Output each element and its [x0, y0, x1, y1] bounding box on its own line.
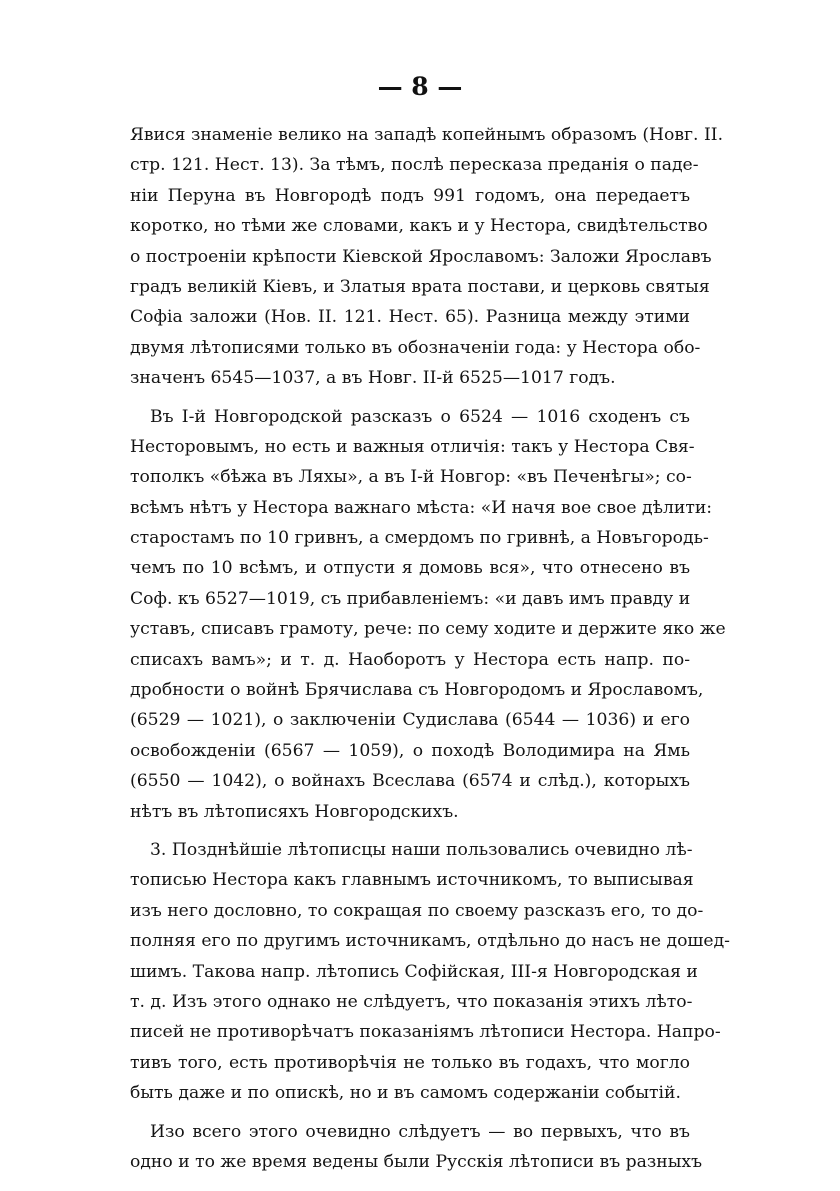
text-line: дробности о войнѣ Брячислава съ Новгородомъ и Ярославомъ, — [130, 680, 704, 701]
text-line: освобожденіи (6567 — 1059), о походѣ Володимира на Ямь — [130, 740, 690, 761]
text-line: нѣтъ въ лѣтописяхъ Новгородскихъ. — [130, 801, 459, 822]
text-line: Явися знаменіе велико на западѣ копейнымъ образомъ (Новг. II. — [130, 125, 724, 145]
text-line: градъ великій Кіевъ, и Златыя врата постави, и церковь святыя — [130, 276, 710, 297]
paragraph-3 — [130, 835, 730, 1109]
text-line: Софіа заложи (Нов. II. 121. Нест. 65). Разница между этими — [130, 307, 690, 328]
paragraph-gap — [130, 827, 690, 835]
paragraph-gap — [130, 1109, 690, 1117]
text-line: значенъ 6545—1037, а въ Новг. II-й 6525—1017 годъ. — [130, 368, 616, 389]
text-line: тописью Нестора какъ главнымъ источникомъ, то выписывая — [130, 870, 694, 891]
text-line: ніи Перуна въ Новгородѣ подъ 991 годомъ, она передаетъ — [130, 185, 690, 206]
text-line: о построеніи крѣпости Кіевской Ярославомъ: Заложи Ярославъ — [130, 246, 712, 267]
body-text — [130, 120, 730, 1177]
text-line: списахъ вамъ»; и т. д. Наоборотъ у Нестора есть напр. по- — [130, 649, 690, 670]
text-line: двумя лѣтописями только въ обозначеніи года: у Нестора обо- — [130, 337, 701, 358]
text-line: полняя его по другимъ источникамъ, отдѣльно до насъ не дошед- — [130, 931, 730, 952]
text-line: 3. Позднѣйшіе лѣтописцы наши пользовались очевидно лѣ- — [150, 839, 693, 860]
text-line: Несторовымъ, но есть и важныя отличія: такъ у Нестора Свя- — [130, 436, 695, 457]
text-line: всѣмъ нѣтъ у Нестора важнаго мѣста: «И начя вое свое дѣлити: — [130, 497, 713, 518]
text-line: писей не противорѣчатъ показаніямъ лѣтописи Нестора. Напро- — [130, 1022, 721, 1043]
text-line: старостамъ по 10 гривнъ, а смердомъ по гривнѣ, а Новъгородь- — [130, 528, 709, 549]
text-line: уставъ, списавъ грамоту, рече: по сему ходите и держите яко же — [130, 619, 726, 640]
text-line: т. д. Изъ этого однако не слѣдуетъ, что показанія этихъ лѣто- — [130, 991, 693, 1012]
text-line: (6529 — 1021), о заключеніи Судислава (6544 — 1036) и его — [130, 710, 690, 731]
paragraph-4 — [130, 1117, 703, 1178]
text-line: тивъ того, есть противорѣчія не только въ годахъ, что могло — [130, 1052, 690, 1073]
paragraph-gap — [130, 394, 690, 402]
text-line: коротко, но тѣми же словами, какъ и у Нестора, свидѣтельство — [130, 216, 708, 237]
paragraph-1 — [130, 120, 724, 394]
text-line: одно и то же время ведены были Русскія лѣтописи въ разныхъ — [130, 1151, 703, 1172]
text-line: Въ I-й Новгородской разсказъ о 6524 — 1016 сходенъ съ — [150, 406, 690, 427]
text-line: шимъ. Такова напр. лѣтопись Софійская, III-я Новгородская и — [130, 961, 698, 982]
text-line: (6550 — 1042), о войнахъ Всеслава (6574 и слѣд.), которыхъ — [130, 771, 690, 792]
page-number: — 8 — — [377, 72, 463, 101]
text-line: Изо всего этого очевидно слѣдуетъ — во первыхъ, что въ — [150, 1121, 690, 1142]
text-line: быть даже и по опискѣ, но и въ самомъ содержаніи событій. — [130, 1083, 681, 1104]
text-line: тополкъ «бѣжа въ Ляхы», а въ I-й Новгор: «въ Печенѣгы»; со- — [130, 467, 692, 488]
text-line: Соф. къ 6527—1019, съ прибавленіемъ: «и давъ имъ правду и — [130, 588, 691, 609]
text-line: стр. 121. Нест. 13). За тѣмъ, послѣ пересказа преданія о паде- — [130, 155, 699, 176]
paragraph-2 — [130, 402, 726, 827]
text-line: изъ него дословно, то сокращая по своему разсказъ его, то до- — [130, 900, 704, 921]
text-line: чемъ по 10 всѣмъ, и отпусти я домовь вся», что отнесено въ — [130, 558, 690, 579]
